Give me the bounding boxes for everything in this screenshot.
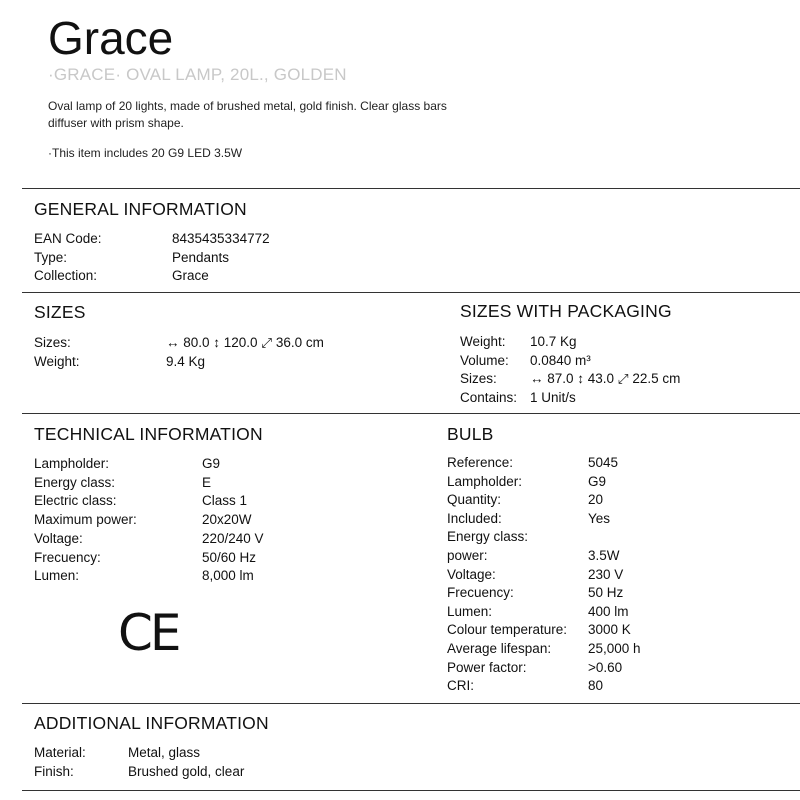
technical-row-label: Voltage: [34, 530, 83, 546]
bulb-row-label: Power factor: [447, 659, 527, 675]
bulb-row-label: Average lifespan: [447, 641, 552, 656]
general-row-label: EAN Code: [34, 231, 102, 246]
bulb-row-value: G9 [588, 473, 607, 489]
bulb-row-value: 20 [588, 492, 604, 508]
technical-row-value: 8,000 lm [202, 568, 254, 584]
technical-row-value: G9 [202, 456, 221, 471]
bulb-row-label: Lumen: [447, 603, 493, 619]
bulb-heading: BULB [447, 424, 494, 444]
general-row-label: Type: [34, 249, 68, 265]
technical-row-label: Energy class: [34, 474, 116, 490]
bulb-row-value: 3.5W [588, 548, 620, 563]
packaging-row-value: ↔ 87.0 ↕ 43.0 ⤢ 22.5 cm [530, 371, 681, 387]
bulb-row-label: Colour temperature: [447, 622, 568, 638]
bulb-row-value: 5045 [588, 455, 619, 470]
product-subtitle: ·GRACE· OVAL LAMP, 20L., GOLDEN [48, 65, 347, 84]
bulb-row-label: Quantity: [447, 492, 502, 508]
product-description: Oval lamp of 20 lights, made of brushed metal, gold finish. Clear glass bars diffuser with prism shape. [48, 99, 447, 130]
divider [22, 703, 800, 704]
general-information-heading: GENERAL INFORMATION [34, 199, 247, 219]
packaging-row-label: Sizes: [460, 371, 497, 387]
technical-row-value: Class 1 [202, 493, 248, 509]
general-row-label: Collection: [34, 268, 98, 284]
bulb-row-value: 230 V [588, 566, 624, 582]
bulb-row-value: 50 Hz [588, 585, 624, 601]
divider [22, 292, 800, 293]
technical-row-label: Lampholder: [34, 456, 110, 471]
packaging-row-value: 10.7 Kg [530, 334, 577, 349]
bulb-row-label: Voltage: [447, 566, 496, 582]
divider [22, 790, 800, 791]
additional-row-label: Finish: [34, 763, 74, 779]
sizes-with-packaging-heading: SIZES WITH PACKAGING [460, 301, 672, 321]
product-title: Grace [48, 12, 174, 64]
sizes-row-value: 9.4 Kg [166, 354, 206, 369]
technical-row-label: Lumen: [34, 568, 80, 584]
packaging-row-label: Contains: [460, 390, 518, 406]
technical-row-value: E [202, 474, 212, 490]
additional-row-value: Metal, glass [128, 745, 201, 760]
packaging-row-label: Volume: [460, 352, 509, 368]
technical-row-label: Maximum power: [34, 512, 137, 528]
bulb-row-label: Energy class: [447, 529, 529, 545]
bulb-row-value: 400 lm [588, 603, 629, 619]
additional-information-heading: ADDITIONAL INFORMATION [34, 713, 269, 733]
packaging-row-value: 0.0840 m³ [530, 352, 591, 368]
ce-mark-icon: CE [118, 604, 179, 662]
product-note: ·This item includes 20 G9 LED 3.5W [48, 146, 243, 160]
additional-row-value: Brushed gold, clear [128, 763, 245, 779]
additional-row-label: Material: [34, 745, 86, 760]
technical-row-label: Electric class: [34, 493, 117, 509]
bulb-row-value: 80 [588, 678, 604, 694]
bulb-row-label: Frecuency: [447, 585, 514, 601]
sizes-row-label: Weight: [34, 354, 80, 369]
bulb-row-label: CRI: [447, 678, 474, 694]
bulb-row-value: Yes [588, 510, 611, 526]
technical-row-value: 220/240 V [202, 530, 264, 546]
packaging-row-label: Weight: [460, 334, 506, 349]
technical-row-value: 20x20W [202, 512, 252, 528]
technical-row-label: Frecuency: [34, 549, 101, 565]
bulb-row-value: 3000 K [588, 622, 631, 638]
bulb-row-label: Lampholder: [447, 473, 523, 489]
general-row-value: Grace [172, 268, 209, 284]
bulb-row-label: power: [447, 548, 488, 563]
divider [22, 413, 800, 414]
packaging-row-value: 1 Unit/s [530, 390, 576, 406]
bulb-row-value: >0.60 [588, 659, 623, 675]
sizes-row-value: ↔ 80.0 ↕ 120.0 ⤢ 36.0 cm [166, 335, 324, 350]
general-row-value: 8435435334772 [172, 231, 270, 246]
bulb-row-label: Reference: [447, 455, 514, 470]
technical-row-value: 50/60 Hz [202, 549, 257, 565]
general-row-value: Pendants [172, 249, 230, 265]
sizes-heading: SIZES [34, 302, 86, 322]
sizes-row-label: Sizes: [34, 335, 71, 350]
bulb-row-label: Included: [447, 510, 502, 526]
bulb-row-value: 25,000 h [588, 641, 641, 656]
divider [22, 188, 800, 189]
technical-information-heading: TECHNICAL INFORMATION [34, 424, 263, 444]
